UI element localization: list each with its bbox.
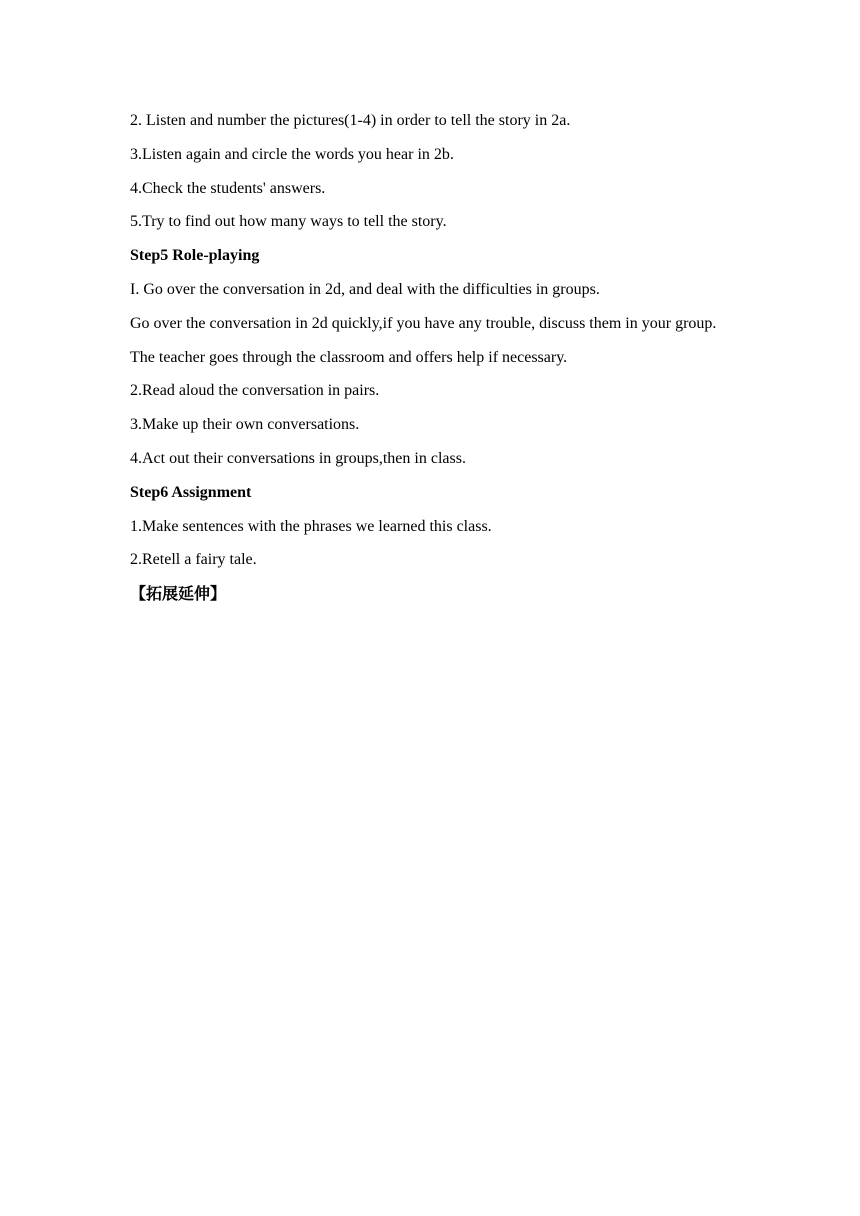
step5-paragraph: Go over the conversation in 2d quickly,if you have any trouble, discuss them in your group.: [130, 314, 717, 332]
step5-heading: Step5 Role-playing: [130, 247, 260, 265]
extension-heading: 【拓展延伸】: [130, 584, 227, 604]
listening-step-4: 4.Check the students' answers.: [130, 179, 326, 197]
document-body: [130, 104, 732, 611]
step5-item-4: 4.Act out their conversations in groups,then in class.: [130, 449, 466, 467]
step6-item-1: 1.Make sentences with the phrases we learned this class.: [130, 517, 492, 535]
listening-step-5: 5.Try to find out how many ways to tell the story.: [130, 213, 447, 231]
listening-step-2: 2. Listen and number the pictures(1-4) in order to tell the story in 2a.: [130, 112, 571, 129]
step5-item-1: I. Go over the conversation in 2d, and deal with the difficulties in groups.: [130, 280, 600, 298]
step5-teacher-note: The teacher goes through the classroom and offers help if necessary.: [130, 348, 568, 366]
step6-item-2: 2.Retell a fairy tale.: [130, 551, 257, 569]
step5-item-3: 3.Make up their own conversations.: [130, 416, 360, 434]
step6-heading: Step6 Assignment: [130, 483, 252, 501]
listening-step-3: 3.Listen again and circle the words you hear in 2b.: [130, 145, 454, 163]
step5-item-2: 2.Read aloud the conversation in pairs.: [130, 382, 380, 400]
